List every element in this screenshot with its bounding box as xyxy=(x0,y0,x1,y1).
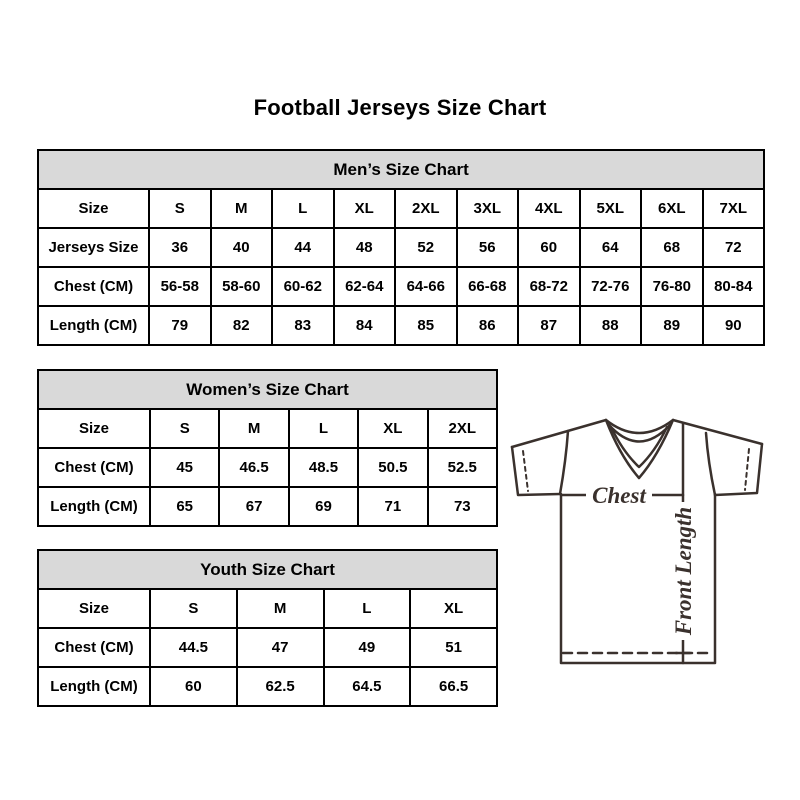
jersey-sleeve-left xyxy=(512,447,560,495)
cuff-stitch-right xyxy=(745,449,749,490)
row-label: Length (CM) xyxy=(38,306,149,345)
cuff-stitch-left xyxy=(523,451,528,491)
size-cell: L xyxy=(289,409,358,448)
size-cell: 89 xyxy=(641,306,703,345)
jersey-diagram xyxy=(500,400,775,675)
size-cell: 64-66 xyxy=(395,267,457,306)
jersey-outline xyxy=(512,420,606,447)
size-cell: 60-62 xyxy=(272,267,334,306)
womens-size-table xyxy=(37,369,498,527)
size-cell: 52 xyxy=(395,228,457,267)
table-row xyxy=(38,628,497,667)
size-cell: 62.5 xyxy=(237,667,324,706)
size-cell: 50.5 xyxy=(358,448,427,487)
jersey-armpit-right xyxy=(706,433,715,495)
front-length-label: Front Length xyxy=(671,506,696,636)
size-cell: 3XL xyxy=(457,189,519,228)
row-label: Size xyxy=(38,589,150,628)
row-label: Chest (CM) xyxy=(38,267,149,306)
size-cell: 82 xyxy=(211,306,273,345)
table-row xyxy=(38,306,764,345)
size-cell: 7XL xyxy=(703,189,765,228)
size-cell: 48 xyxy=(334,228,396,267)
table-row xyxy=(38,487,497,526)
size-cell: 48.5 xyxy=(289,448,358,487)
youth-chart-title: Youth Size Chart xyxy=(38,550,497,589)
size-cell: 66-68 xyxy=(457,267,519,306)
size-cell: S xyxy=(149,189,211,228)
size-cell: 66.5 xyxy=(410,667,497,706)
row-label: Jerseys Size xyxy=(38,228,149,267)
size-cell: 44.5 xyxy=(150,628,237,667)
size-cell: 76-80 xyxy=(641,267,703,306)
jersey-armpit-left xyxy=(560,431,568,494)
jersey-vneck-outer xyxy=(606,420,673,478)
row-label: Size xyxy=(38,189,149,228)
row-label: Chest (CM) xyxy=(38,448,150,487)
table-row xyxy=(38,189,764,228)
size-cell: 2XL xyxy=(395,189,457,228)
size-cell: 52.5 xyxy=(428,448,497,487)
size-cell: 79 xyxy=(149,306,211,345)
table-row xyxy=(38,667,497,706)
size-cell: 49 xyxy=(324,628,411,667)
size-cell: 85 xyxy=(395,306,457,345)
size-cell: L xyxy=(272,189,334,228)
size-cell: 36 xyxy=(149,228,211,267)
mens-chart-title: Men’s Size Chart xyxy=(38,150,764,189)
size-cell: 80-84 xyxy=(703,267,765,306)
size-cell: 46.5 xyxy=(219,448,288,487)
size-cell: 56 xyxy=(457,228,519,267)
row-label: Size xyxy=(38,409,150,448)
size-cell: XL xyxy=(334,189,396,228)
table-row xyxy=(38,267,764,306)
size-cell: M xyxy=(211,189,273,228)
size-cell: 51 xyxy=(410,628,497,667)
mens-size-table xyxy=(37,149,765,346)
size-cell: 58-60 xyxy=(211,267,273,306)
size-cell: 62-64 xyxy=(334,267,396,306)
womens-chart-title: Women’s Size Chart xyxy=(38,370,497,409)
size-cell: 86 xyxy=(457,306,519,345)
size-cell: XL xyxy=(358,409,427,448)
size-cell: 68-72 xyxy=(518,267,580,306)
size-cell: 56-58 xyxy=(149,267,211,306)
size-cell: 72-76 xyxy=(580,267,642,306)
size-cell: 68 xyxy=(641,228,703,267)
size-cell: 90 xyxy=(703,306,765,345)
size-cell: 44 xyxy=(272,228,334,267)
row-label: Length (CM) xyxy=(38,487,150,526)
row-label: Length (CM) xyxy=(38,667,150,706)
jersey-outline xyxy=(673,420,762,444)
table-row xyxy=(38,228,764,267)
size-cell: 5XL xyxy=(580,189,642,228)
size-cell: 84 xyxy=(334,306,396,345)
size-cell: 83 xyxy=(272,306,334,345)
size-cell: 47 xyxy=(237,628,324,667)
chest-label: Chest xyxy=(592,483,646,508)
size-cell: 2XL xyxy=(428,409,497,448)
size-cell: S xyxy=(150,589,237,628)
size-cell: XL xyxy=(410,589,497,628)
size-cell: 73 xyxy=(428,487,497,526)
page-title: Football Jerseys Size Chart xyxy=(253,95,547,120)
size-cell: L xyxy=(324,589,411,628)
size-cell: 4XL xyxy=(518,189,580,228)
size-cell: 60 xyxy=(150,667,237,706)
size-cell: 64 xyxy=(580,228,642,267)
size-cell: M xyxy=(219,409,288,448)
size-cell: 67 xyxy=(219,487,288,526)
size-cell: S xyxy=(150,409,219,448)
jersey-sleeve-right xyxy=(715,444,762,495)
size-cell: 60 xyxy=(518,228,580,267)
size-cell: 87 xyxy=(518,306,580,345)
table-row xyxy=(38,589,497,628)
size-cell: 71 xyxy=(358,487,427,526)
row-label: Chest (CM) xyxy=(38,628,150,667)
table-row xyxy=(38,409,497,448)
size-cell: 72 xyxy=(703,228,765,267)
size-cell: 64.5 xyxy=(324,667,411,706)
size-cell: 6XL xyxy=(641,189,703,228)
size-cell: M xyxy=(237,589,324,628)
size-cell: 88 xyxy=(580,306,642,345)
youth-size-table xyxy=(37,549,498,707)
size-cell: 65 xyxy=(150,487,219,526)
size-cell: 45 xyxy=(150,448,219,487)
size-cell: 40 xyxy=(211,228,273,267)
table-row xyxy=(38,448,497,487)
size-cell: 69 xyxy=(289,487,358,526)
